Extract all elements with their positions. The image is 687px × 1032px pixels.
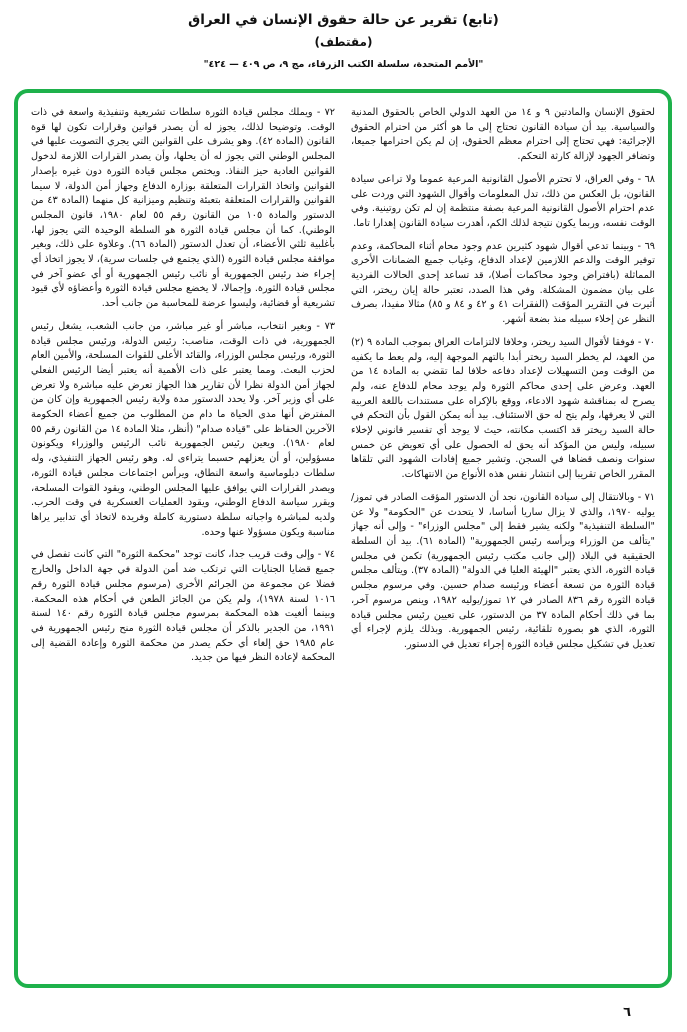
- paragraph-69: ٦٩ - وبينما تدعي أقوال شهود كثيرين عدم وجود محام أثناء المحاكمة، وعدم توفير الوقت والدعم اللازمين لإعداد الدفاع، وغياب جميع الضمانات الأخرى المماثلة (بافتراض وجود محاكمات أصلا)، قد تساعد إحدى الحالات الفردية على بيان مضمون المشكلة. وفي هذا الصدد، تعتبر حالة إيان ريختر، التي أثيرت في التقرير المؤقت (الفقرات ٤١ و ٤٢ و ٨٤ و ٨٥) مثالا مفيدا، بصرف النظر عن إخلاء سبيله منذ بضعة أشهر.: [351, 240, 655, 326]
- page-number: ٦: [623, 1005, 631, 1020]
- paragraph-74: ٧٤ - وإلى وقت قريب جدا، كانت توجد "محكمة الثورة" التي كانت تفصل في جميع قضايا الجنايات التي ترتكب ضد أمن الدولة في جهة الداخل والخارج فضلا عن مجموعة من الجرائم الأخرى (مرسوم مجلس قيادة الثورة رقم ١٠١٦ لسنة ١٩٧٨)، ولم يكن من الجائز الطعن في أحكام هذه المحكمة. وبينما ألغيت هذه المحكمة بمرسوم مجلس قيادة الثورة رقم ١٤٠ لسنة ١٩٩١، من الجدير بالذكر أن مجلس قيادة الثورة منح رئيس الجمهورية في عام ١٩٨٥ حق إلغاء أي حكم يصدر من محكمة الثورة وإعادة القضية إلى المحكمة لإعادة النظر فيها من جديد.: [31, 549, 335, 664]
- document-subtitle: (مقتطف): [314, 35, 373, 49]
- paragraph-68: ٦٨ - وفي العراق، لا تحترم الأصول القانونية المرعية عموما ولا تراعى سيادة القانون، بل العكس من ذلك، تدل المعلومات وأقوال الشهود التي وردت على عدم احترام الأصول القانونية المرعية بصفة منتظمة إن لم تكن روتينية. وفي الوقت نفسه، وربما يكون نتيجة لذلك الكم، أهدرت سيادة القانون إهدارا تاما.: [351, 173, 655, 229]
- left-column: [31, 106, 335, 974]
- document-source-citation: "الأمم المتحدة، سلسلة الكتب الزرقاء، مج ٩، ص ٤٠٩ — ٤٢٤": [203, 59, 484, 70]
- paragraph-70: ٧٠ - فوفقا لأقوال السيد ريختر، وخلافا لالتزامات العراق بموجب المادة ٩ (٢) من العهد، لم يخطر السيد ريختر أبدا بالتهم الموجهة إليه، ولم يعط ما يكفيه من الوقت ومن التسهيلات لإعداد دفاعه خلافا لما تقضي به المادة ١٤ من العهد. وعرض على إحدى محاكم الثورة ولم يوجد محام للدفاع عنه، ولم يصرح له بمناقشة شهود الادعاء، ووقع بالإكراه على مستندات باللغة العربية التي لا يعرفها، ولم يتح له حق الاستئناف. بيد أنه يمكن القول بأن التحكم في حالة السيد ريختر قد اكتسب مكانته، حيث لا يوجد أي تفسير قانوني لإخلاء سبيله، وليس من المؤكد أنه يحق له الحصول على أي تعويض عن خمس سنوات ونصف قضاها في السجن. وتشير جميع إفادات الشهود التي تلقاها المقرر الخاص تقريبا إلى انتشار نفس هذه الأنواع من الانتهاكات.: [351, 336, 655, 481]
- paragraph-73: ٧٣ - وبغير انتخاب، مباشر أو غير مباشر، من جانب الشعب، يشغل رئيس الجمهورية، في ذات الوقت، مناصب: رئيس الدولة، ورئيس مجلس قيادة الثورة، ورئيس مجلس الوزراء، والقائد الأعلى للقوات المسلحة، والأمين العام لحزب البعث. ومما يعتبر على ذات الأهمية أنه يعتبر أيضا الرئيس الفعلي لجهاز أمن الدولة نظرا لأن تقارير هذا الجهاز تعرض عليه مباشرة ولا تعرض على أي وزير آخر. ولا يحدد الدستور مدة ولاية رئيس الجمهورية وإن كان من المفترض أنها مدى الحياة ما دام من المطلوب من جميع أعضاء الحكومة الآخرين الحفاظ على "قيادة صدام" (أنظر، مثلا المادة ١٤ من القانون رقم ٥٥ لعام ١٩٨٠). ويعين رئيس الجمهورية نائب الرئيس والوزراء ويكونون مسؤولين، أو أن يعزلهم حسبما يتراءى له. وهو رئيس الجهاز التنفيذي، وله سلطات دبلوماسية واسعة النطاق، ويرأس اجتماعات مجلس قيادة الثورة، ويصدر القرارات التي يوافق عليها المجلس الوطني، ويقود القوات المسلحة، ويقرر سياسة الدفاع الوطني، ويقود العمليات العسكرية في وقت الحرب. ولديه لمباشرة واجباته سلطة دستورية كاملة وفريدة لاتخاذ أي تدابير يراها مناسبة ويكون مسؤولا عنها وحده.: [31, 320, 335, 538]
- paragraph-continuation: لحقوق الإنسان والمادتين ٩ و ١٤ من العهد الدولي الخاص بالحقوق المدنية والسياسية. بيد أن سيادة القانون تحتاج إلى ما هو أكثر من احترام الحقوق الإجرائية: فهي تحتاج إلى احترام معظم الحقوق، إن لم يكن احترامها جميعا، وتضافر الجهود لإزالة كارثة التحكم.: [351, 107, 655, 163]
- paragraph-72: ٧٢ - ويملك مجلس قيادة الثورة سلطات تشريعية وتنفيذية واسعة في ذات الوقت. وتوضيحا لذلك، يجوز له أن يصدر قوانين وقرارات تكون لها قوة القانون (المادة ٤٢). وهو يشرف على القوانين التي يجري التصويت عليها في المجلس الوطني التي يجوز له أن يحلها، وأن يصدر القرارات اللازمة لدخول القوانين العادية حيز النفاذ. ويختص مجلس قيادة الثورة دون غيره بإصدار القوانين واتخاذ القرارات المتعلقة بوزارة الدفاع وجهاز أمن الدولة، لا سيما القوانين والقرارات المتعلقة بتعبئة وتنظيم وميزانية كل منهما (المادة ٤٣ من الدستور والمادة ١٠٥ من القانون رقم ٥٥ لعام ١٩٨٠، قانون المجلس الوطني). كما أن مجلس قيادة الثورة هو السلطة الوحيدة التي يجوز لها، بأغلبية ثلثي الأعضاء، أن تعدل الدستور (المادة ٦٦). وعلاوة على ذلك، وبغير موافقة مجلس قيادة الثورة (الذي يجتمع في جلسات سرية)، لا يجوز اتخاذ أي إجراء ضد رئيس الجمهورية أو نائب رئيس الجمهورية أو أي عضو آخر في مجلس قيادة الثورة. وإجمالا، لا يخضع مجلس قيادة الثورة وأعضاؤه لأي قيود تشريعية أو قضائية، وليسوا عرضة للمحاسبة من جانب أحد.: [31, 107, 335, 310]
- right-column: [351, 106, 655, 974]
- document-title: (تابع) تقرير عن حالة حقوق الإنسان في العراق: [188, 12, 499, 28]
- two-column-text-area: [31, 106, 655, 974]
- document-header: [0, 12, 687, 70]
- paragraph-71: ٧١ - وبالانتقال إلى سيادة القانون، نجد أن الدستور المؤقت الصادر في تموز/يوليه ١٩٧٠، والذي لا يزال ساريا أساسا، لا يتحدث عن "الحكومة" ولا عن "السلطة التنفيذية" ولكنه يشير فقط إلى "مجلس الوزراء" - وإلى أنه جهاز "يتألف من الوزراء ويرأسه رئيس الجمهورية" (المادة ٦١). بيد أن السلطة الحقيقية في البلاد (إلى جانب مكتب رئيس الجمهورية) تكمن في مجلس قيادة الثورة، الذي يعتبر "الهيئة العليا في الدولة" (المادة ٣٧). ويتألف مجلس قيادة الثورة من تسعة أعضاء ورئيسه صدام حسين. وفي مرسوم مجلس قيادة الثورة رقم ٨٣٦ الصادر في ١٢ تموز/يوليه ١٩٨٢، وينص مرسوم آخر، بما في ذلك أحكام المادة ٣٧ من الدستور، على تعيين رئيس مجلس قيادة الثورة، الذي هو بصورة تلقائية، رئيس الجمهورية. وبذلك يلزم لإجراء أي تعديل في تشكيل مجلس قيادة الثورة إجراء تعديل في الدستور.: [351, 491, 655, 650]
- green-border-content-box: [14, 89, 672, 988]
